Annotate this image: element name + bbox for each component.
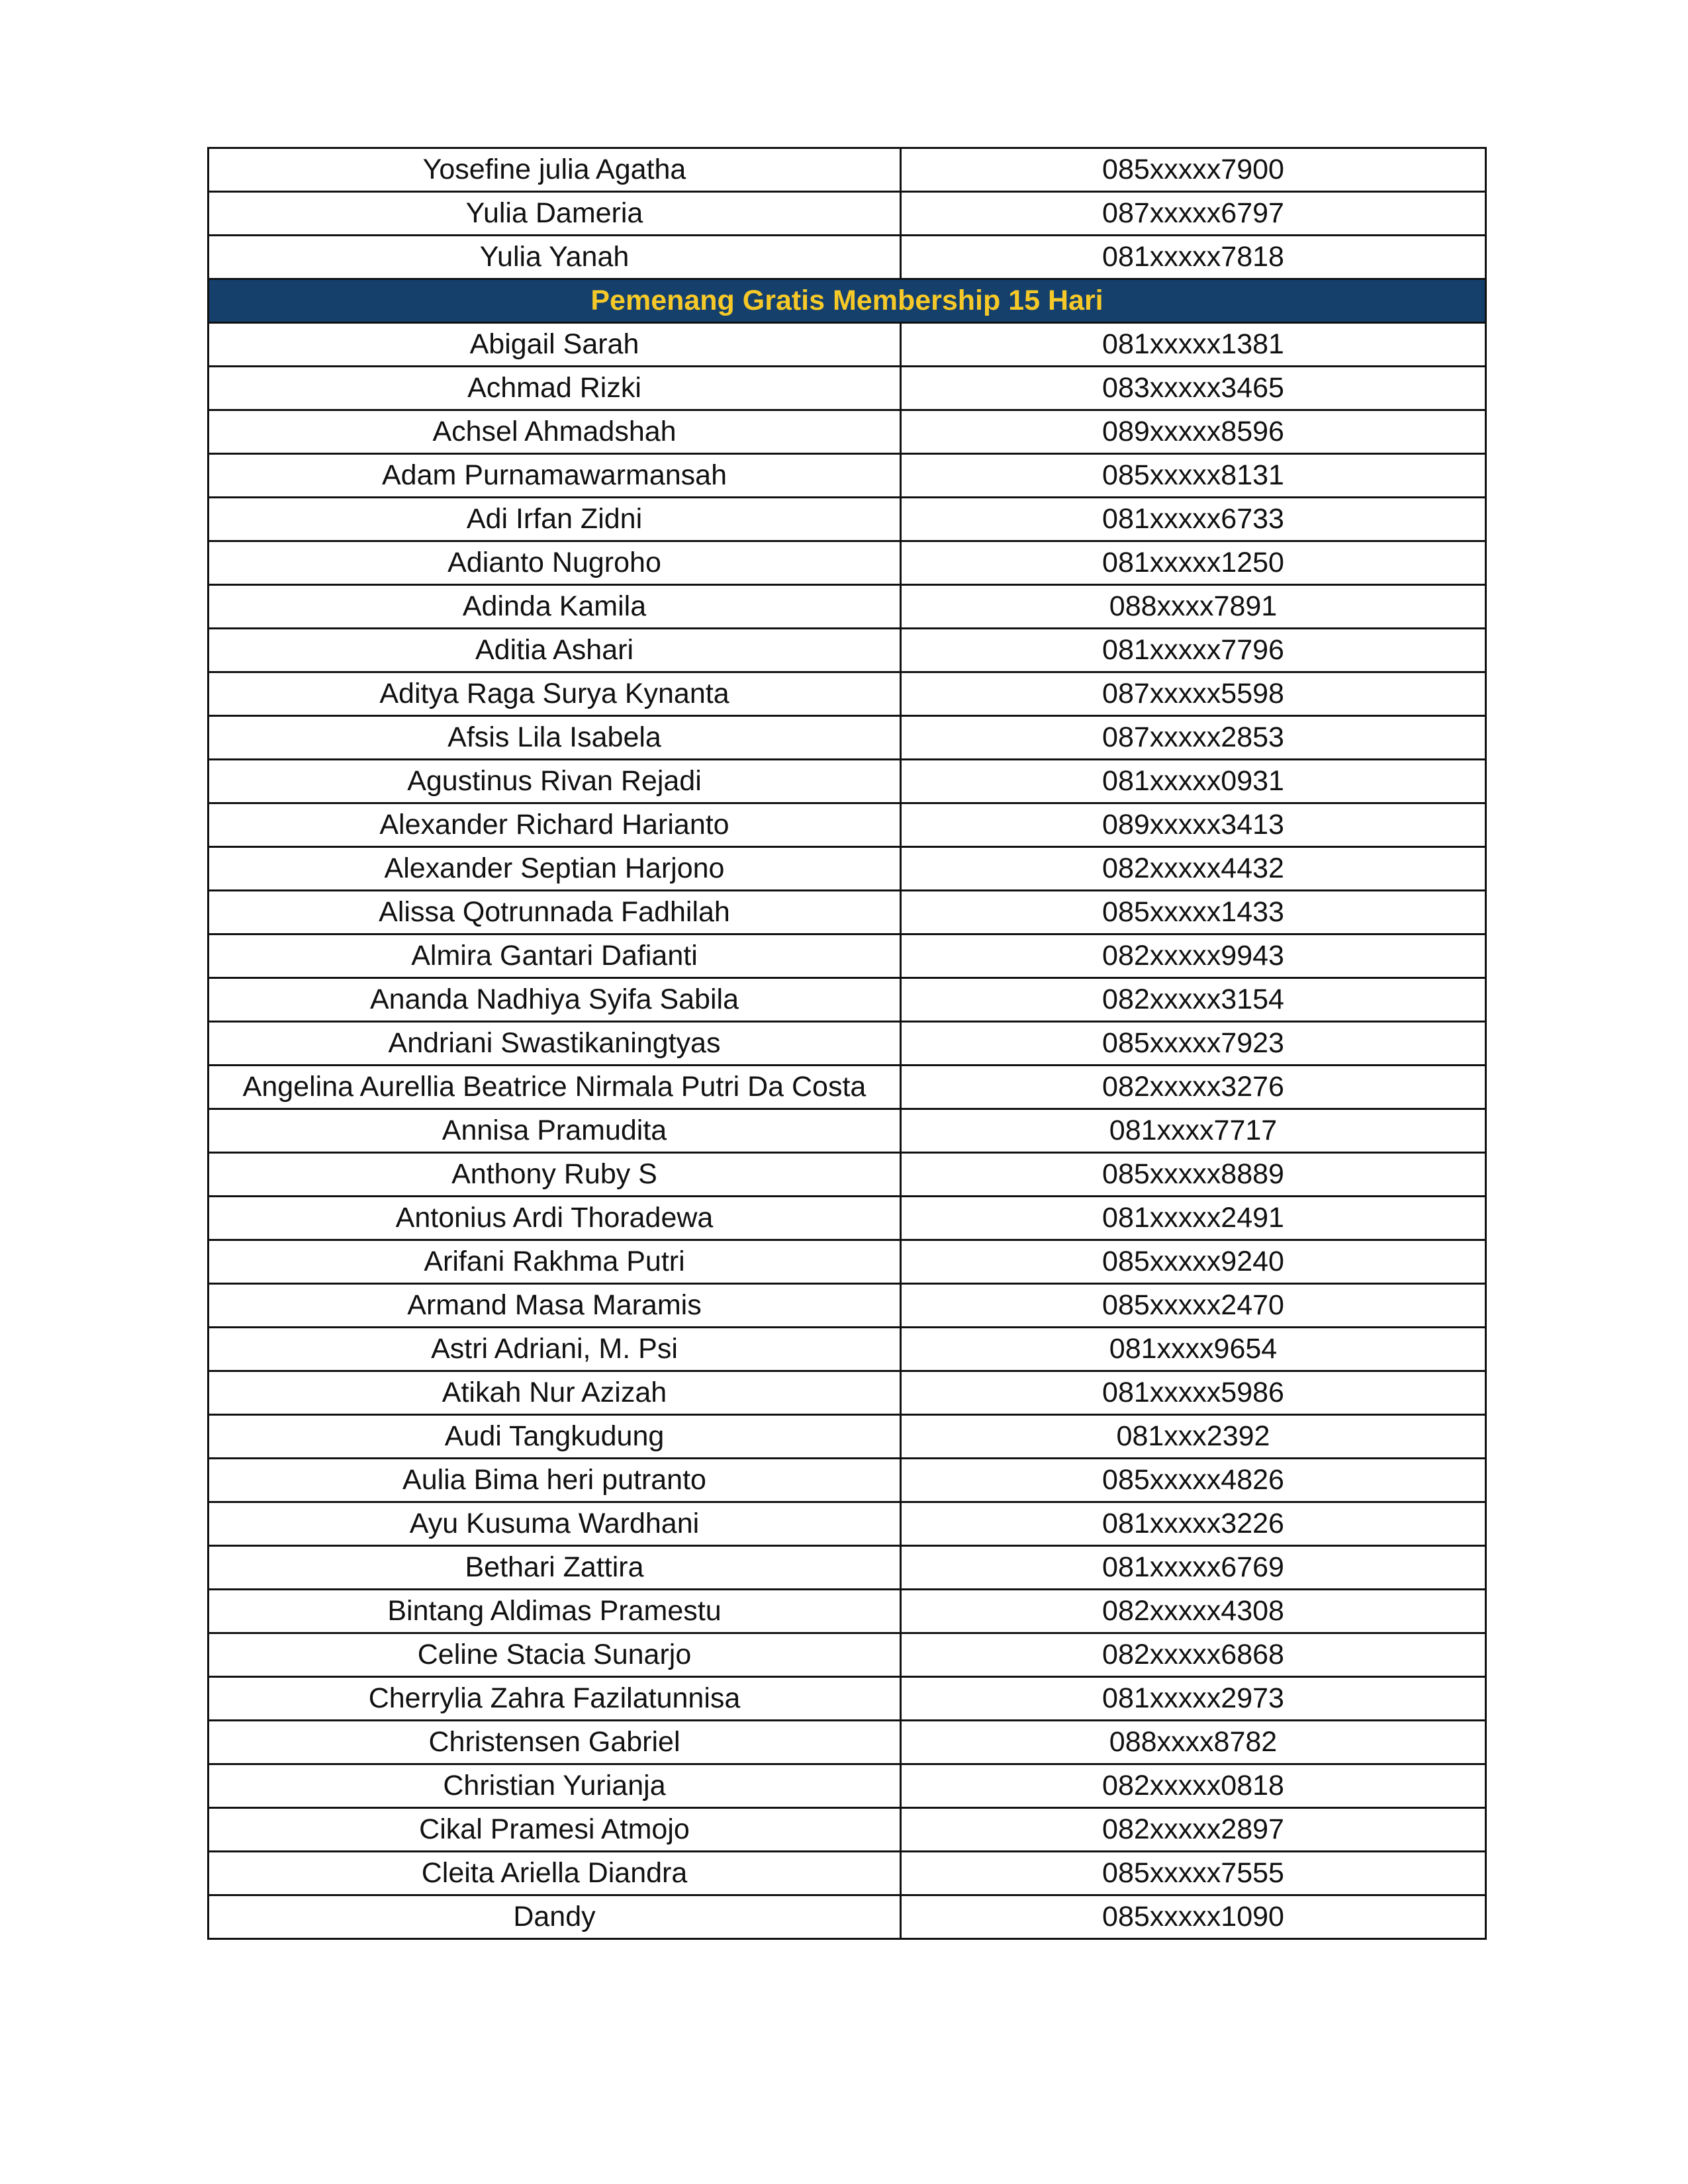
winner-name: Bintang Aldimas Pramestu (209, 1590, 901, 1633)
winner-name: Ananda Nadhiya Syifa Sabila (209, 978, 901, 1022)
winner-name: Astri Adriani, M. Psi (209, 1328, 901, 1371)
table-row (209, 934, 1486, 978)
winner-name: Dandy (209, 1895, 901, 1939)
winners-table (207, 147, 1487, 1940)
table-row (209, 716, 1486, 760)
winner-phone: 081xxx2392 (901, 1415, 1486, 1459)
winner-name: Abigail Sarah (209, 323, 901, 367)
winner-phone: 082xxxxx4432 (901, 847, 1486, 891)
table-row (209, 1502, 1486, 1546)
table-row (209, 1415, 1486, 1459)
winner-phone: 085xxxxx9240 (901, 1240, 1486, 1284)
winner-name: Adam Purnamawarmansah (209, 454, 901, 498)
winner-name: Armand Masa Maramis (209, 1284, 901, 1328)
winner-name: Afsis Lila Isabela (209, 716, 901, 760)
winner-name: Adinda Kamila (209, 585, 901, 629)
winner-phone: 081xxxxx5986 (901, 1371, 1486, 1415)
table-row (209, 760, 1486, 803)
winner-phone: 082xxxxx3154 (901, 978, 1486, 1022)
winner-phone: 081xxxxx1250 (901, 541, 1486, 585)
winner-phone: 082xxxxx3276 (901, 1066, 1486, 1109)
table-row (209, 367, 1486, 410)
winner-phone: 081xxxxx2973 (901, 1677, 1486, 1721)
winners-table-body (209, 148, 1486, 1939)
winner-phone: 087xxxxx5598 (901, 672, 1486, 716)
winner-name: Aditia Ashari (209, 629, 901, 672)
table-row (209, 1240, 1486, 1284)
winner-name: Annisa Pramudita (209, 1109, 901, 1153)
winner-name: Audi Tangkudung (209, 1415, 901, 1459)
winner-phone: 085xxxxx2470 (901, 1284, 1486, 1328)
table-row (209, 323, 1486, 367)
winner-name: Alexander Septian Harjono (209, 847, 901, 891)
table-row (209, 1066, 1486, 1109)
winner-phone: 081xxxxx7796 (901, 629, 1486, 672)
winner-name: Anthony Ruby S (209, 1153, 901, 1197)
winner-name: Cherrylia Zahra Fazilatunnisa (209, 1677, 901, 1721)
winner-name: Cikal Pramesi Atmojo (209, 1808, 901, 1852)
table-row (209, 585, 1486, 629)
winner-phone: 087xxxxx2853 (901, 716, 1486, 760)
table-row (209, 1328, 1486, 1371)
table-row (209, 1371, 1486, 1415)
winner-phone: 082xxxxx2897 (901, 1808, 1486, 1852)
table-row (209, 192, 1486, 236)
table-row (209, 410, 1486, 454)
table-row (209, 1852, 1486, 1895)
table-row (209, 1284, 1486, 1328)
winner-phone: 089xxxxx3413 (901, 803, 1486, 847)
winner-phone: 082xxxxx4308 (901, 1590, 1486, 1633)
winner-phone: 085xxxxx7900 (901, 148, 1486, 192)
winner-name: Yosefine julia Agatha (209, 148, 901, 192)
winner-name: Achsel Ahmadshah (209, 410, 901, 454)
table-row (209, 1764, 1486, 1808)
table-row (209, 1721, 1486, 1764)
table-row (209, 803, 1486, 847)
table-row (209, 1677, 1486, 1721)
table-row (209, 1022, 1486, 1066)
winner-name: Arifani Rakhma Putri (209, 1240, 901, 1284)
winner-phone: 082xxxxx0818 (901, 1764, 1486, 1808)
section-header-row (209, 279, 1486, 323)
table-row (209, 847, 1486, 891)
winner-name: Adi Irfan Zidni (209, 498, 901, 541)
table-row (209, 454, 1486, 498)
table-row (209, 148, 1486, 192)
winner-name: Christensen Gabriel (209, 1721, 901, 1764)
table-row (209, 1633, 1486, 1677)
winner-phone: 088xxxx8782 (901, 1721, 1486, 1764)
winner-name: Christian Yurianja (209, 1764, 901, 1808)
table-row (209, 1808, 1486, 1852)
winner-phone: 081xxxxx3226 (901, 1502, 1486, 1546)
table-row (209, 236, 1486, 279)
winner-phone: 087xxxxx6797 (901, 192, 1486, 236)
winner-phone: 085xxxxx8131 (901, 454, 1486, 498)
winner-name: Celine Stacia Sunarjo (209, 1633, 901, 1677)
table-row (209, 1197, 1486, 1240)
winner-phone: 081xxxxx2491 (901, 1197, 1486, 1240)
winner-name: Yulia Yanah (209, 236, 901, 279)
winner-phone: 085xxxxx7555 (901, 1852, 1486, 1895)
winner-phone: 081xxxx7717 (901, 1109, 1486, 1153)
winner-name: Bethari Zattira (209, 1546, 901, 1590)
table-row (209, 1546, 1486, 1590)
table-row (209, 891, 1486, 934)
winner-name: Aulia Bima heri putranto (209, 1459, 901, 1502)
winner-name: Cleita Ariella Diandra (209, 1852, 901, 1895)
winner-phone: 085xxxxx4826 (901, 1459, 1486, 1502)
table-row (209, 629, 1486, 672)
winner-name: Alissa Qotrunnada Fadhilah (209, 891, 901, 934)
winner-name: Ayu Kusuma Wardhani (209, 1502, 901, 1546)
winner-name: Achmad Rizki (209, 367, 901, 410)
table-row (209, 978, 1486, 1022)
winner-phone: 083xxxxx3465 (901, 367, 1486, 410)
winner-phone: 081xxxx9654 (901, 1328, 1486, 1371)
winner-name: Atikah Nur Azizah (209, 1371, 901, 1415)
winner-phone: 089xxxxx8596 (901, 410, 1486, 454)
winner-phone: 082xxxxx9943 (901, 934, 1486, 978)
winner-phone: 081xxxxx6769 (901, 1546, 1486, 1590)
table-row (209, 541, 1486, 585)
winner-name: Aditya Raga Surya Kynanta (209, 672, 901, 716)
winner-name: Alexander Richard Harianto (209, 803, 901, 847)
winner-phone: 085xxxxx8889 (901, 1153, 1486, 1197)
winner-phone: 081xxxxx1381 (901, 323, 1486, 367)
winner-phone: 081xxxxx0931 (901, 760, 1486, 803)
table-row (209, 1153, 1486, 1197)
winner-name: Antonius Ardi Thoradewa (209, 1197, 901, 1240)
winner-name: Adianto Nugroho (209, 541, 901, 585)
winner-name: Almira Gantari Dafianti (209, 934, 901, 978)
section-title: Pemenang Gratis Membership 15 Hari (209, 279, 1486, 323)
winner-name: Agustinus Rivan Rejadi (209, 760, 901, 803)
table-row (209, 1459, 1486, 1502)
winner-phone: 081xxxxx6733 (901, 498, 1486, 541)
table-row (209, 498, 1486, 541)
winner-phone: 082xxxxx6868 (901, 1633, 1486, 1677)
winner-phone: 088xxxx7891 (901, 585, 1486, 629)
winner-name: Yulia Dameria (209, 192, 901, 236)
table-row (209, 1895, 1486, 1939)
winner-phone: 085xxxxx1433 (901, 891, 1486, 934)
winner-phone: 085xxxxx7923 (901, 1022, 1486, 1066)
winner-name: Angelina Aurellia Beatrice Nirmala Putri Da Costa (209, 1066, 901, 1109)
table-row (209, 672, 1486, 716)
winner-phone: 085xxxxx1090 (901, 1895, 1486, 1939)
winner-name: Andriani Swastikaningtyas (209, 1022, 901, 1066)
table-row (209, 1590, 1486, 1633)
winner-phone: 081xxxxx7818 (901, 236, 1486, 279)
table-row (209, 1109, 1486, 1153)
